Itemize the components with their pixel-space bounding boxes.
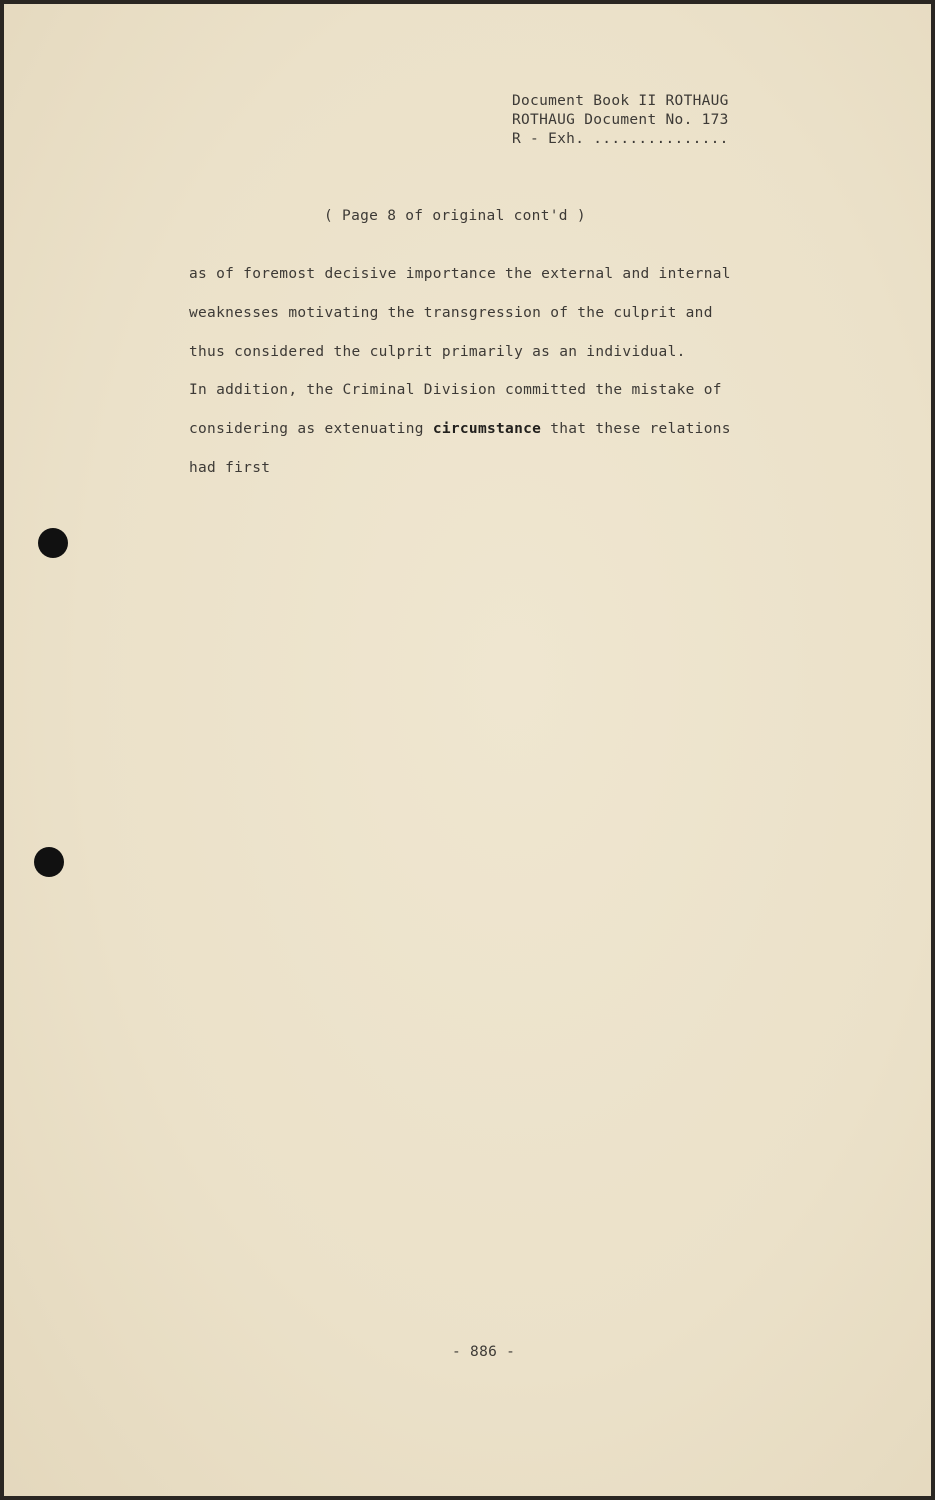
body-line-4: In addition, the Criminal Division committed the mistake of: [189, 382, 722, 399]
body-line-2: weaknesses motivating the transgression of the culprit and: [189, 304, 713, 321]
header-document-book: Document Book II ROTHAUG: [512, 93, 729, 109]
punch-hole: [38, 528, 68, 558]
body-line-6: had first: [189, 459, 271, 476]
document-header: [512, 92, 729, 149]
header-exhibit: R - Exh. ...............: [512, 131, 729, 147]
body-line-5-end: that these relations: [550, 421, 731, 438]
body-line-5-start: considering as extenuating: [189, 421, 424, 438]
body-line-3: thus considered the culprit primarily as an individual.: [189, 343, 686, 360]
body-line-1: as of foremost decisive importance the external and internal: [189, 266, 731, 282]
body-line-5: [189, 419, 731, 458]
punch-hole: [34, 847, 64, 877]
page-number: - 886 -: [452, 1344, 516, 1360]
body-text: [189, 264, 731, 497]
document-page: [4, 4, 931, 1496]
body-line-5-emphasis: circumstance: [432, 421, 542, 438]
continuation-note: ( Page 8 of original cont'd ): [324, 208, 586, 224]
header-document-number: ROTHAUG Document No. 173: [512, 112, 729, 128]
